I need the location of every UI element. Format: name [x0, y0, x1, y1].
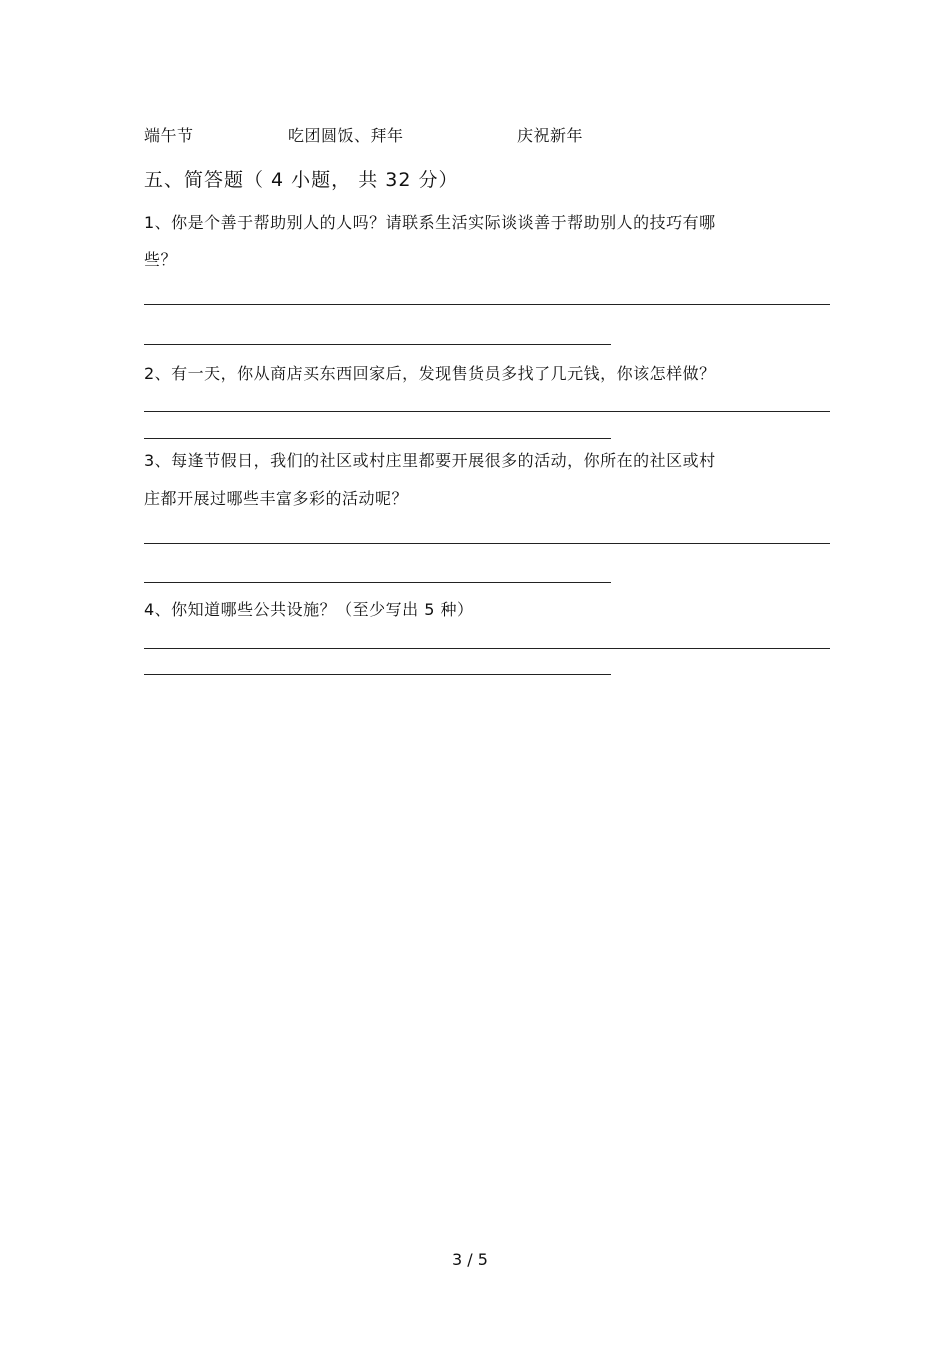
question-3-text: 3、每逢节假日，我们的社区或村庄里都要开展很多的活动，你所在的社区或村 [144, 451, 716, 470]
section-heading: 五、简答题（ 4 小题， 共 32 分） [144, 169, 459, 191]
answer-line [144, 438, 611, 439]
page-number: 3 / 5 [452, 1250, 488, 1269]
festival-custom: 吃团圆饭、拜年 [288, 126, 404, 145]
question-1-text: 1、你是个善于帮助别人的人吗？请联系生活实际谈谈善于帮助别人的技巧有哪 [144, 213, 716, 232]
answer-line [144, 582, 611, 583]
answer-line [144, 411, 830, 412]
question-2-text: 2、有一天，你从商店买东西回家后，发现售货员多找了几元钱，你该怎样做？ [144, 364, 716, 383]
answer-line [144, 304, 830, 305]
question-1-text-cont: 些？ [144, 250, 178, 269]
answer-line [144, 543, 830, 544]
festival-name: 端午节 [144, 126, 194, 145]
answer-line [144, 674, 611, 675]
question-3-text-cont: 庄都开展过哪些丰富多彩的活动呢？ [144, 489, 409, 508]
answer-line [144, 648, 830, 649]
festival-meaning: 庆祝新年 [517, 126, 584, 145]
question-4-text: 4、你知道哪些公共设施？（至少写出 5 种） [144, 600, 474, 619]
answer-line [144, 344, 611, 345]
